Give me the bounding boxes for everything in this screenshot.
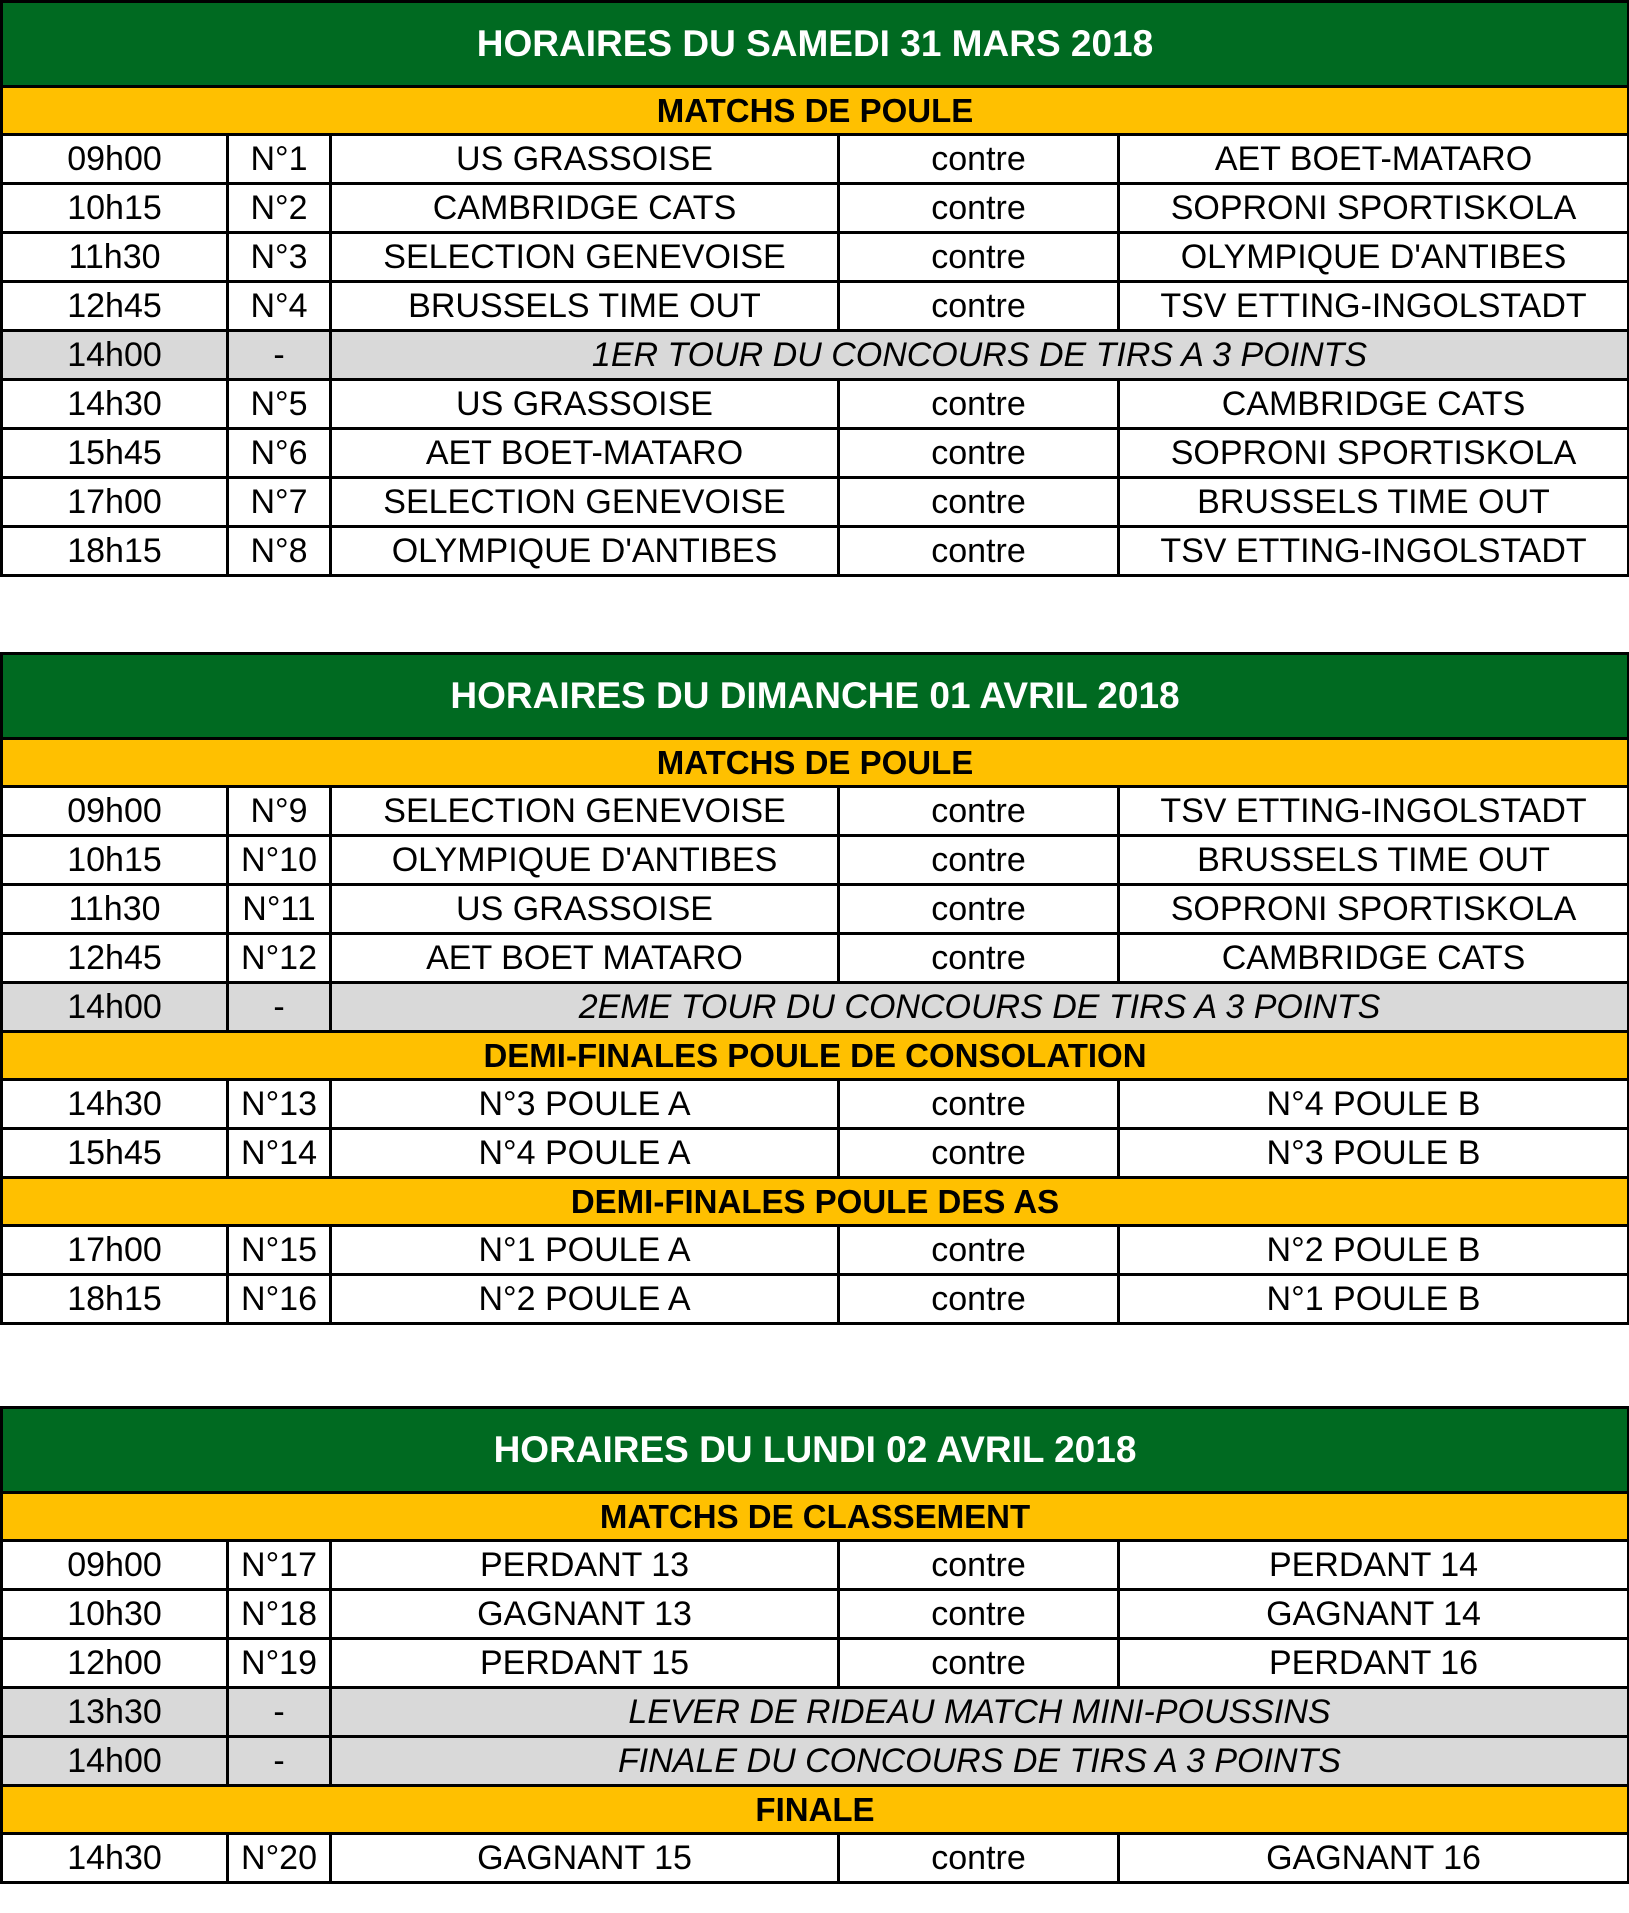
match-number-cell: N°20 xyxy=(228,1834,331,1883)
versus-cell: contre xyxy=(839,184,1119,233)
time-cell: 10h15 xyxy=(2,836,228,885)
time-cell: 11h30 xyxy=(2,233,228,282)
away-team-cell: CAMBRIDGE CATS xyxy=(1119,934,1629,983)
home-team-cell: SELECTION GENEVOISE xyxy=(331,787,839,836)
away-team-cell: N°2 POULE B xyxy=(1119,1226,1629,1275)
match-row xyxy=(2,885,1629,934)
event-description: 1ER TOUR DU CONCOURS DE TIRS A 3 POINTS xyxy=(331,331,1629,380)
versus-cell: contre xyxy=(839,1226,1119,1275)
home-team-cell: BRUSSELS TIME OUT xyxy=(331,282,839,331)
match-number-cell: N°8 xyxy=(228,527,331,576)
away-team-cell: SOPRONI SPORTISKOLA xyxy=(1119,184,1629,233)
versus-cell: contre xyxy=(839,478,1119,527)
day-title-row xyxy=(2,654,1629,739)
event-description: 2EME TOUR DU CONCOURS DE TIRS A 3 POINTS xyxy=(331,983,1629,1032)
section-header-row xyxy=(2,1493,1629,1541)
event-row xyxy=(2,983,1629,1032)
away-team-cell: N°4 POULE B xyxy=(1119,1080,1629,1129)
section-title: MATCHS DE POULE xyxy=(2,87,1629,135)
home-team-cell: PERDANT 13 xyxy=(331,1541,839,1590)
section-header-row xyxy=(2,1786,1629,1834)
time-cell: 09h00 xyxy=(2,787,228,836)
match-number-cell: N°7 xyxy=(228,478,331,527)
match-number-cell: - xyxy=(228,1737,331,1786)
away-team-cell: N°1 POULE B xyxy=(1119,1275,1629,1324)
versus-cell: contre xyxy=(839,1834,1119,1883)
match-number-cell: N°6 xyxy=(228,429,331,478)
home-team-cell: N°4 POULE A xyxy=(331,1129,839,1178)
home-team-cell: US GRASSOISE xyxy=(331,135,839,184)
versus-cell: contre xyxy=(839,836,1119,885)
day-schedule-table xyxy=(0,1406,1629,1884)
versus-cell: contre xyxy=(839,233,1119,282)
match-row xyxy=(2,282,1629,331)
match-number-cell: N°5 xyxy=(228,380,331,429)
match-number-cell: N°10 xyxy=(228,836,331,885)
away-team-cell: CAMBRIDGE CATS xyxy=(1119,380,1629,429)
versus-cell: contre xyxy=(839,787,1119,836)
match-row xyxy=(2,1226,1629,1275)
match-number-cell: N°16 xyxy=(228,1275,331,1324)
match-number-cell: N°12 xyxy=(228,934,331,983)
time-cell: 17h00 xyxy=(2,1226,228,1275)
time-cell: 15h45 xyxy=(2,429,228,478)
versus-cell: contre xyxy=(839,885,1119,934)
time-cell: 14h00 xyxy=(2,331,228,380)
day-title: HORAIRES DU LUNDI 02 AVRIL 2018 xyxy=(2,1408,1629,1493)
time-cell: 09h00 xyxy=(2,1541,228,1590)
match-row xyxy=(2,1834,1629,1883)
match-number-cell: N°17 xyxy=(228,1541,331,1590)
versus-cell: contre xyxy=(839,429,1119,478)
time-cell: 14h00 xyxy=(2,1737,228,1786)
match-number-cell: N°19 xyxy=(228,1639,331,1688)
versus-cell: contre xyxy=(839,135,1119,184)
away-team-cell: BRUSSELS TIME OUT xyxy=(1119,836,1629,885)
event-row xyxy=(2,1737,1629,1786)
time-cell: 09h00 xyxy=(2,135,228,184)
time-cell: 14h00 xyxy=(2,983,228,1032)
home-team-cell: CAMBRIDGE CATS xyxy=(331,184,839,233)
match-row xyxy=(2,1080,1629,1129)
away-team-cell: TSV ETTING-INGOLSTADT xyxy=(1119,787,1629,836)
away-team-cell: PERDANT 14 xyxy=(1119,1541,1629,1590)
match-number-cell: N°11 xyxy=(228,885,331,934)
match-row xyxy=(2,1590,1629,1639)
match-number-cell: N°4 xyxy=(228,282,331,331)
home-team-cell: AET BOET-MATARO xyxy=(331,429,839,478)
time-cell: 15h45 xyxy=(2,1129,228,1178)
section-title: DEMI-FINALES POULE DES AS xyxy=(2,1178,1629,1226)
match-number-cell: N°15 xyxy=(228,1226,331,1275)
match-number-cell: N°14 xyxy=(228,1129,331,1178)
time-cell: 10h15 xyxy=(2,184,228,233)
section-header-row xyxy=(2,87,1629,135)
time-cell: 18h15 xyxy=(2,1275,228,1324)
home-team-cell: N°2 POULE A xyxy=(331,1275,839,1324)
match-row xyxy=(2,478,1629,527)
away-team-cell: BRUSSELS TIME OUT xyxy=(1119,478,1629,527)
event-row xyxy=(2,1688,1629,1737)
section-header-row xyxy=(2,1032,1629,1080)
away-team-cell: GAGNANT 16 xyxy=(1119,1834,1629,1883)
match-row xyxy=(2,1275,1629,1324)
match-number-cell: N°13 xyxy=(228,1080,331,1129)
match-row xyxy=(2,233,1629,282)
versus-cell: contre xyxy=(839,1639,1119,1688)
away-team-cell: TSV ETTING-INGOLSTADT xyxy=(1119,527,1629,576)
away-team-cell: N°3 POULE B xyxy=(1119,1129,1629,1178)
versus-cell: contre xyxy=(839,1590,1119,1639)
versus-cell: contre xyxy=(839,527,1119,576)
section-title: MATCHS DE POULE xyxy=(2,739,1629,787)
home-team-cell: US GRASSOISE xyxy=(331,380,839,429)
away-team-cell: GAGNANT 14 xyxy=(1119,1590,1629,1639)
versus-cell: contre xyxy=(839,934,1119,983)
match-number-cell: N°3 xyxy=(228,233,331,282)
day-title-row xyxy=(2,1408,1629,1493)
time-cell: 10h30 xyxy=(2,1590,228,1639)
home-team-cell: OLYMPIQUE D'ANTIBES xyxy=(331,836,839,885)
home-team-cell: GAGNANT 13 xyxy=(331,1590,839,1639)
time-cell: 14h30 xyxy=(2,380,228,429)
day-title: HORAIRES DU SAMEDI 31 MARS 2018 xyxy=(2,2,1629,87)
time-cell: 14h30 xyxy=(2,1080,228,1129)
away-team-cell: PERDANT 16 xyxy=(1119,1639,1629,1688)
section-title: DEMI-FINALES POULE DE CONSOLATION xyxy=(2,1032,1629,1080)
match-number-cell: N°18 xyxy=(228,1590,331,1639)
event-description: LEVER DE RIDEAU MATCH MINI-POUSSINS xyxy=(331,1688,1629,1737)
section-title: FINALE xyxy=(2,1786,1629,1834)
match-row xyxy=(2,836,1629,885)
match-row xyxy=(2,429,1629,478)
home-team-cell: N°1 POULE A xyxy=(331,1226,839,1275)
match-row xyxy=(2,380,1629,429)
match-row xyxy=(2,527,1629,576)
time-cell: 18h15 xyxy=(2,527,228,576)
time-cell: 13h30 xyxy=(2,1688,228,1737)
match-row xyxy=(2,1541,1629,1590)
time-cell: 12h45 xyxy=(2,282,228,331)
match-row xyxy=(2,1129,1629,1178)
time-cell: 14h30 xyxy=(2,1834,228,1883)
versus-cell: contre xyxy=(839,380,1119,429)
away-team-cell: TSV ETTING-INGOLSTADT xyxy=(1119,282,1629,331)
home-team-cell: PERDANT 15 xyxy=(331,1639,839,1688)
versus-cell: contre xyxy=(839,1129,1119,1178)
match-row xyxy=(2,934,1629,983)
day-schedule-table xyxy=(0,652,1629,1325)
match-row xyxy=(2,135,1629,184)
section-header-row xyxy=(2,739,1629,787)
match-number-cell: N°9 xyxy=(228,787,331,836)
versus-cell: contre xyxy=(839,282,1119,331)
time-cell: 12h45 xyxy=(2,934,228,983)
home-team-cell: GAGNANT 15 xyxy=(331,1834,839,1883)
home-team-cell: US GRASSOISE xyxy=(331,885,839,934)
section-header-row xyxy=(2,1178,1629,1226)
section-title: MATCHS DE CLASSEMENT xyxy=(2,1493,1629,1541)
away-team-cell: SOPRONI SPORTISKOLA xyxy=(1119,429,1629,478)
home-team-cell: OLYMPIQUE D'ANTIBES xyxy=(331,527,839,576)
match-row xyxy=(2,787,1629,836)
day-title-row xyxy=(2,2,1629,87)
event-row xyxy=(2,331,1629,380)
match-number-cell: - xyxy=(228,331,331,380)
versus-cell: contre xyxy=(839,1080,1119,1129)
time-cell: 12h00 xyxy=(2,1639,228,1688)
versus-cell: contre xyxy=(839,1275,1119,1324)
match-row xyxy=(2,184,1629,233)
day-schedule-table xyxy=(0,0,1629,577)
match-number-cell: N°1 xyxy=(228,135,331,184)
away-team-cell: SOPRONI SPORTISKOLA xyxy=(1119,885,1629,934)
day-title: HORAIRES DU DIMANCHE 01 AVRIL 2018 xyxy=(2,654,1629,739)
match-number-cell: N°2 xyxy=(228,184,331,233)
home-team-cell: SELECTION GENEVOISE xyxy=(331,233,839,282)
time-cell: 17h00 xyxy=(2,478,228,527)
event-description: FINALE DU CONCOURS DE TIRS A 3 POINTS xyxy=(331,1737,1629,1786)
match-row xyxy=(2,1639,1629,1688)
match-number-cell: - xyxy=(228,983,331,1032)
away-team-cell: AET BOET-MATARO xyxy=(1119,135,1629,184)
home-team-cell: SELECTION GENEVOISE xyxy=(331,478,839,527)
match-number-cell: - xyxy=(228,1688,331,1737)
home-team-cell: N°3 POULE A xyxy=(331,1080,839,1129)
home-team-cell: AET BOET MATARO xyxy=(331,934,839,983)
time-cell: 11h30 xyxy=(2,885,228,934)
versus-cell: contre xyxy=(839,1541,1119,1590)
away-team-cell: OLYMPIQUE D'ANTIBES xyxy=(1119,233,1629,282)
